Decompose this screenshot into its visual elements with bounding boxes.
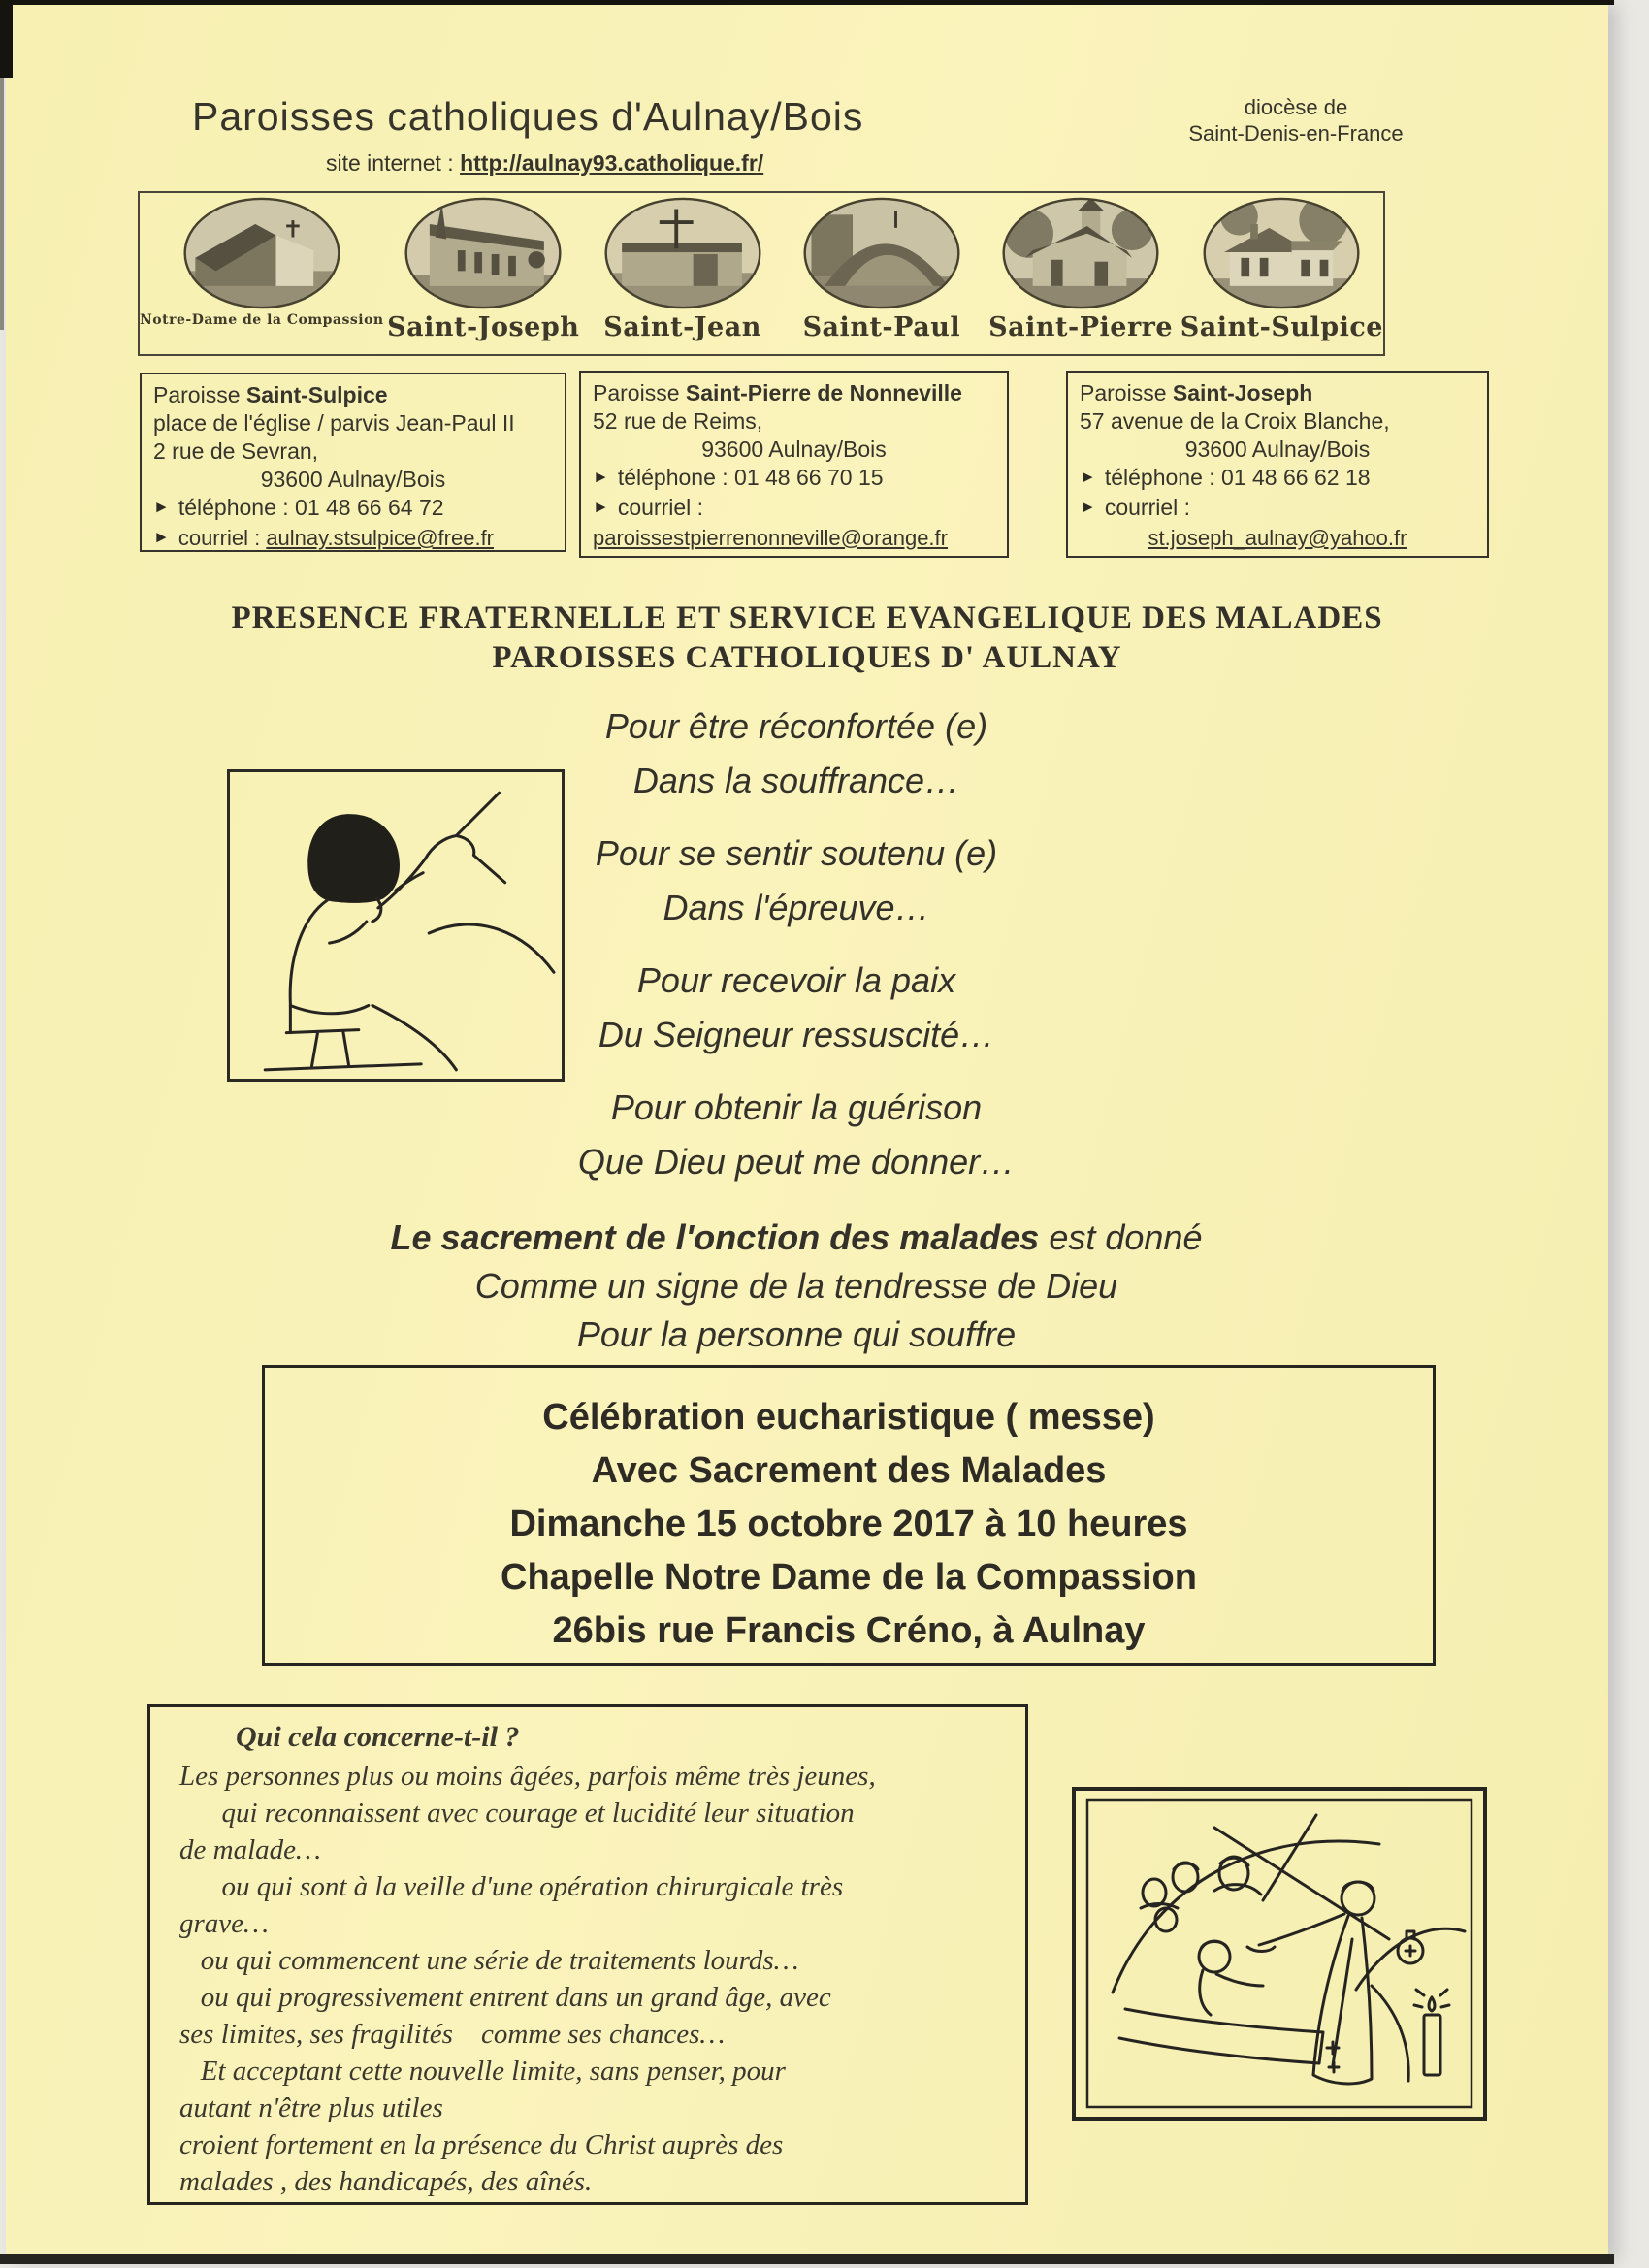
comfort-illustration [227,769,565,1082]
diocese-line2: Saint-Denis-en-France [1188,121,1404,146]
parish-name: Paroisse Saint-Joseph [1080,380,1313,405]
invocation-line: Que Dieu peut me donner… [577,1142,1016,1182]
site-internet-line [326,150,763,177]
celebration-line: 26bis rue Francis Créno, à Aulnay [552,1610,1146,1651]
church-photo-icon [800,196,963,310]
church-photo-icon [999,196,1162,310]
celebration-line: Avec Sacrement des Malades [591,1450,1107,1491]
church-saint-joseph [384,193,583,342]
parish-box-saint-sulpice [140,373,566,552]
parish-email-line: ► courriel : aulnay.stsulpice@free.fr [153,524,553,554]
concern-line: ses limites, ses fragilités comme ses chances… [179,2019,726,2050]
parish-address-line: 2 rue de Sevran, [153,438,319,464]
anointing-illustration [1069,1784,1490,2125]
parish-phone-line: ► téléphone : 01 48 66 64 72 [153,495,444,520]
invocation-line: Pour obtenir la guérison [610,1087,983,1127]
celebration-line: Dimanche 15 octobre 2017 à 10 heures [509,1504,1188,1544]
comfort-drawing-icon [230,772,562,1079]
parish-city: 93600 Aulnay/Bois [260,467,446,492]
arrow-bullet-icon: ► [1080,468,1096,486]
scan-edge-top [0,0,1614,5]
church-photo-icon [180,196,343,310]
parish-city: 93600 Aulnay/Bois [701,437,887,462]
church-saint-paul [782,193,981,342]
parish-address-line: place de l'église / parvis Jean-Paul II [153,410,515,436]
diocese-block [1131,94,1461,146]
scan-corner-mark [0,0,13,78]
arrow-bullet-icon: ► [593,468,609,486]
arrow-bullet-icon: ► [153,498,170,516]
scan-edge-bottom [0,2254,1614,2264]
parish-email-label-line: ► courriel : [1080,495,1191,520]
church-label: Saint-Jean [603,312,761,342]
anointing-drawing-icon [1069,1784,1490,2125]
concern-box [147,1704,1028,2205]
parish-email: st.joseph_aulnay@yahoo.fr [1148,526,1407,550]
church-saint-jean [583,193,782,342]
diocese-line1: diocèse de [1244,95,1348,119]
concern-line: Et acceptant cette nouvelle limite, sans penser, pour [179,2056,786,2087]
church-label: Saint-Pierre [988,312,1174,342]
parish-email: paroissestpierrenonneville@orange.fr [593,526,948,550]
sacrament-line2: Comme un signe de la tendresse de Dieu [474,1266,1118,1306]
paper [6,5,1608,2261]
concern-heading: Qui cela concerne-t-il ? [236,1721,520,1753]
celebration-line: Célébration eucharistique ( messe) [542,1397,1155,1438]
concern-line: ou qui commencent une série de traitements lourds… [179,1945,799,1976]
site-label: site internet : [326,150,461,176]
invocation-line: Du Seigneur ressuscité… [598,1015,995,1054]
parish-email-label-line: ► courriel : [593,495,704,520]
invocation-stanza [277,1081,1315,1189]
church-saint-pierre [981,193,1180,342]
concern-line: ou qui progressivement entrent dans un grand âge, avec [179,1982,831,2013]
parish-email: aulnay.stsulpice@free.fr [266,526,495,550]
scan-edge-left [0,78,4,330]
parish-phone-line: ► téléphone : 01 48 66 70 15 [593,465,884,490]
concern-line: grave… [179,1908,269,1939]
parish-box-saint-pierre-nonneville [579,371,1009,558]
celebration-box [262,1365,1436,1666]
arrow-bullet-icon: ► [153,528,170,546]
concern-line: ou qui sont à la veille d'une opération chirurgicale très [179,1871,844,1902]
church-photo-icon [601,196,764,310]
parish-city: 93600 Aulnay/Bois [1184,437,1371,462]
church-photo-icon [1200,196,1363,310]
parish-phone-line: ► téléphone : 01 48 66 62 18 [1080,465,1371,490]
concern-line: malades , des handicapés, des aînés. [179,2166,593,2197]
parish-name: Paroisse Saint-Pierre de Nonneville [593,380,962,405]
concern-line: Les personnes plus ou moins âgées, parfois même très jeunes, [179,1761,876,1792]
page-title: Paroisses catholiques d'Aulnay/Bois [192,94,864,139]
celebration-line: Chapelle Notre Dame de la Compassion [501,1557,1197,1598]
arrow-bullet-icon: ► [1080,498,1096,516]
parish-name: Paroisse Saint-Sulpice [153,382,388,407]
invocation-line: Dans la souffrance… [632,761,960,800]
parish-address-line: 52 rue de Reims, [593,408,763,434]
sacrament-line3: Pour la personne qui souffre [576,1314,1017,1354]
sacrament-text [151,1214,1441,1359]
church-photo-icon [402,196,565,310]
church-label: Saint-Paul [802,312,961,342]
invocation-line: Pour recevoir la paix [636,960,956,1000]
concern-line: autant n'être plus utiles [179,2092,443,2123]
main-title-line1: PRESENCE FRATERNELLE ET SERVICE EVANGELIQUE DES MALADES [231,600,1383,635]
concern-line: croient fortement en la présence du Christ auprès des [179,2129,784,2160]
arrow-bullet-icon: ► [593,498,609,516]
invocation-line: Pour être réconfortée (e) [604,706,988,746]
parish-box-saint-joseph [1066,371,1489,558]
site-url-link: http://aulnay93.catholique.fr/ [460,150,764,176]
parish-address-line: 57 avenue de la Croix Blanche, [1080,408,1390,434]
invocation-line: Dans l'épreuve… [663,888,930,927]
church-saint-sulpice [1180,193,1383,342]
church-label: Notre-Dame de la Compassion [140,312,384,328]
sacrament-line1: Le sacrement de l'onction des malades est donné [390,1217,1203,1257]
concern-line: qui reconnaissent avec courage et lucidité leur situation [179,1798,855,1829]
church-photo-strip [138,191,1385,356]
invocation-line: Pour se sentir soutenu (e) [595,833,998,873]
main-title [6,599,1608,678]
concern-line: de malade… [179,1834,321,1865]
church-notre-dame-compassion [140,193,384,328]
church-label: Saint-Joseph [387,312,580,342]
church-label: Saint-Sulpice [1180,312,1383,342]
main-title-line2: PAROISSES CATHOLIQUES D' AULNAY [492,640,1122,675]
